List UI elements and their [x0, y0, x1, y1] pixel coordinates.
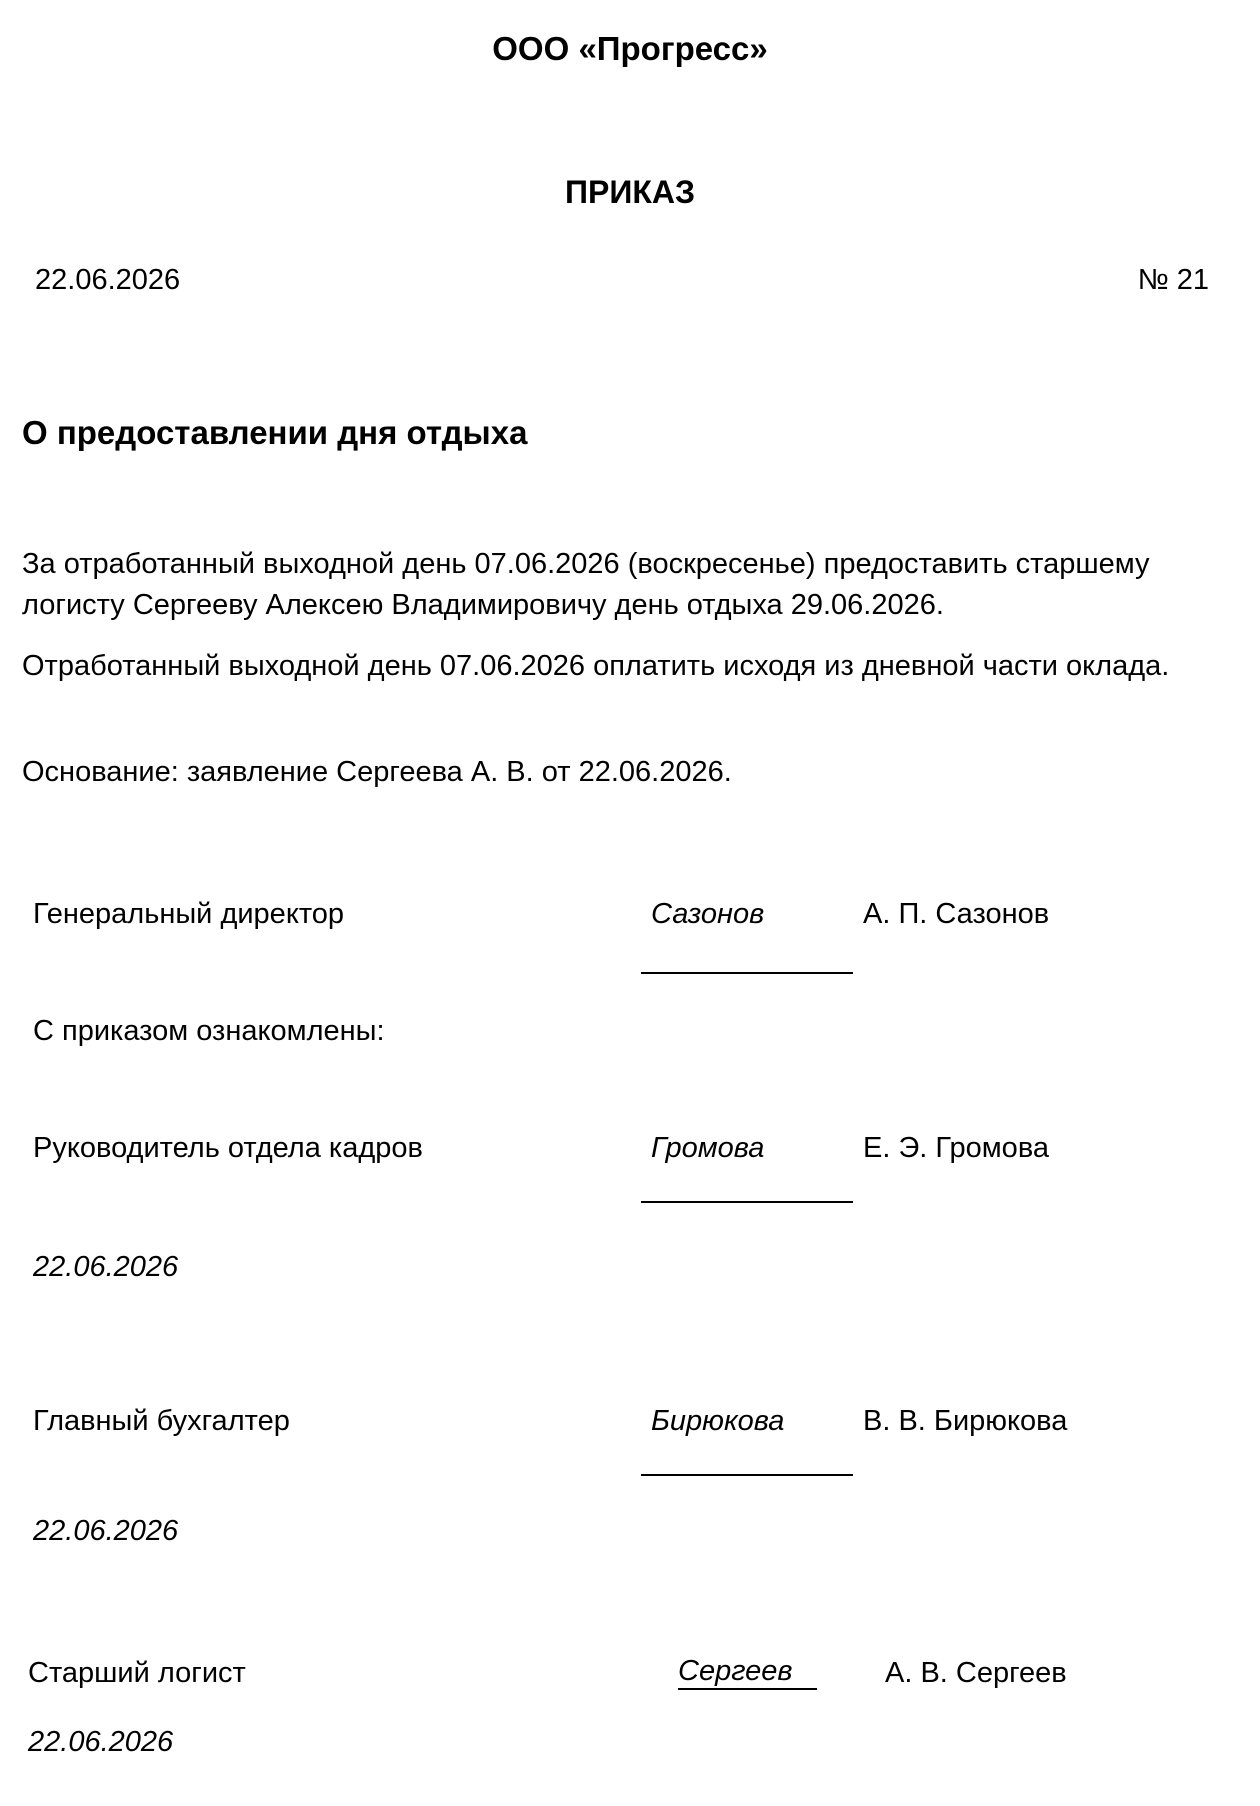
- signatory-date: 22.06.2026: [28, 1726, 174, 1758]
- signatory-signature: Громова: [651, 1132, 765, 1164]
- signature-line: [641, 1201, 853, 1203]
- signatory-role: Руководитель отдела кадров: [33, 1132, 423, 1164]
- signatory-signature: Сергеев: [678, 1654, 817, 1690]
- director-signature: Сазонов: [651, 898, 765, 930]
- director-signature-line: [641, 972, 853, 974]
- body-paragraph: Основание: заявление Сергеева А. В. от 22.06.2026.: [22, 756, 732, 788]
- document-number: № 21: [1137, 264, 1209, 296]
- organization-name: ООО «Прогресс»: [492, 30, 768, 67]
- document-subject: О предоставлении дня отдыха: [22, 414, 528, 451]
- signatory-date: 22.06.2026: [33, 1251, 179, 1283]
- signatory-signature: Бирюкова: [651, 1405, 785, 1437]
- signatory-name: Е. Э. Громова: [863, 1132, 1050, 1164]
- signature-line: [641, 1474, 853, 1476]
- signatory-role: Главный бухгалтер: [33, 1405, 290, 1437]
- signatory-name: В. В. Бирюкова: [863, 1405, 1068, 1437]
- body-paragraph: Отработанный выходной день 07.06.2026 оплатить исходя из дневной части оклада.: [22, 650, 1170, 682]
- signatory-role: Старший логист: [28, 1657, 246, 1689]
- director-role: Генеральный директор: [33, 898, 345, 930]
- document-date: 22.06.2026: [35, 264, 181, 296]
- director-name: А. П. Сазонов: [863, 898, 1050, 930]
- signatory-name: А. В. Сергеев: [885, 1657, 1067, 1689]
- body-paragraph: За отработанный выходной день 07.06.2026 (воскресенье) предоставить старшему логисту Сергееву Алексею Владимировичу день отдыха 29.06.2026.: [22, 548, 1150, 621]
- acquainted-label: С приказом ознакомлены:: [33, 1015, 385, 1047]
- document-type-title: ПРИКАЗ: [564, 174, 696, 210]
- signatory-date: 22.06.2026: [33, 1515, 179, 1547]
